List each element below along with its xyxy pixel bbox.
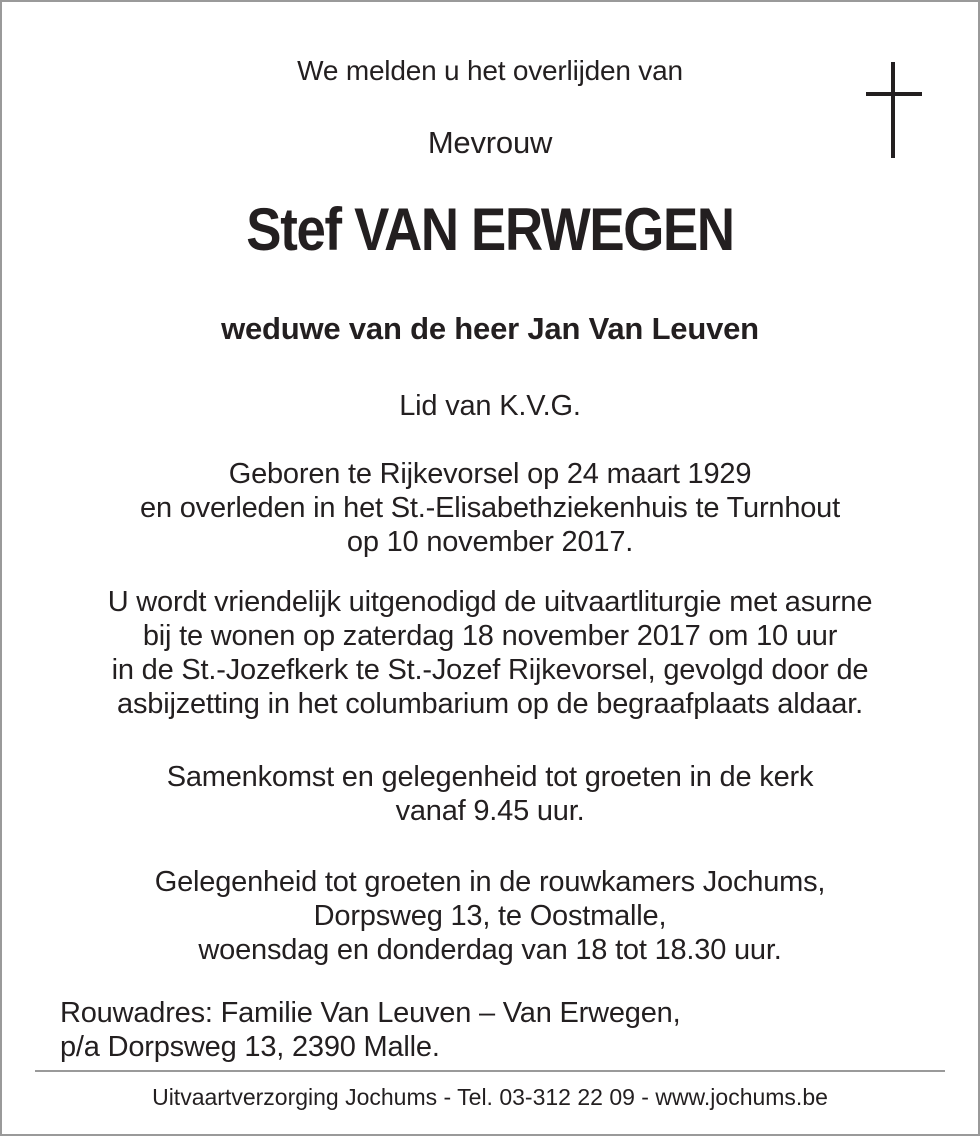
address-line: p/a Dorpsweg 13, 2390 Malle. — [60, 1031, 440, 1063]
greeting-line: woensdag en donderdag van 18 tot 18.30 uur. — [198, 934, 782, 966]
birth-death-line: en overleden in het St.-Elisabethziekenhuis te Turnhout — [140, 492, 840, 524]
address-line: Rouwadres: Familie Van Leuven – Van Erwegen, — [60, 997, 681, 1029]
gathering-line: Samenkomst en gelegenheid tot groeten in de kerk — [166, 761, 814, 793]
invitation-paragraph — [0, 585, 980, 721]
invitation-line: in de St.-Jozefkerk te St.-Jozef Rijkevorsel, gevolgd door de — [111, 654, 869, 686]
widow-of-text: weduwe van de heer Jan Van Leuven — [221, 311, 759, 346]
deceased-name: Stef VAN ERWEGEN — [246, 196, 734, 263]
gathering-line: vanaf 9.45 uur. — [395, 795, 585, 827]
invitation-line: asbijzetting in het columbarium op de begraafplaats aldaar. — [117, 688, 863, 720]
footer-divider — [35, 1070, 945, 1072]
invitation-line: U wordt vriendelijk uitgenodigd de uitvaartliturgie met asurne — [107, 586, 873, 618]
funeral-home-footer: Uitvaartverzorging Jochums - Tel. 03-312 22 09 - www.jochums.be — [152, 1084, 828, 1110]
birth-death-paragraph — [0, 457, 980, 559]
birth-death-line: op 10 november 2017. — [346, 526, 634, 558]
greeting-line: Dorpsweg 13, te Oostmalle, — [313, 900, 667, 932]
mourning-address — [60, 996, 680, 1064]
gathering-paragraph — [0, 760, 980, 828]
greeting-paragraph — [0, 865, 980, 967]
invitation-line: bij te wonen op zaterdag 18 november 2017 om 10 uur — [142, 620, 838, 652]
greeting-line: Gelegenheid tot groeten in de rouwkamers Jochums, — [154, 866, 826, 898]
intro-text: We melden u het overlijden van — [297, 55, 683, 86]
salutation: Mevrouw — [427, 125, 553, 160]
birth-death-line: Geboren te Rijkevorsel op 24 maart 1929 — [228, 458, 752, 490]
membership-text: Lid van K.V.G. — [399, 390, 581, 422]
